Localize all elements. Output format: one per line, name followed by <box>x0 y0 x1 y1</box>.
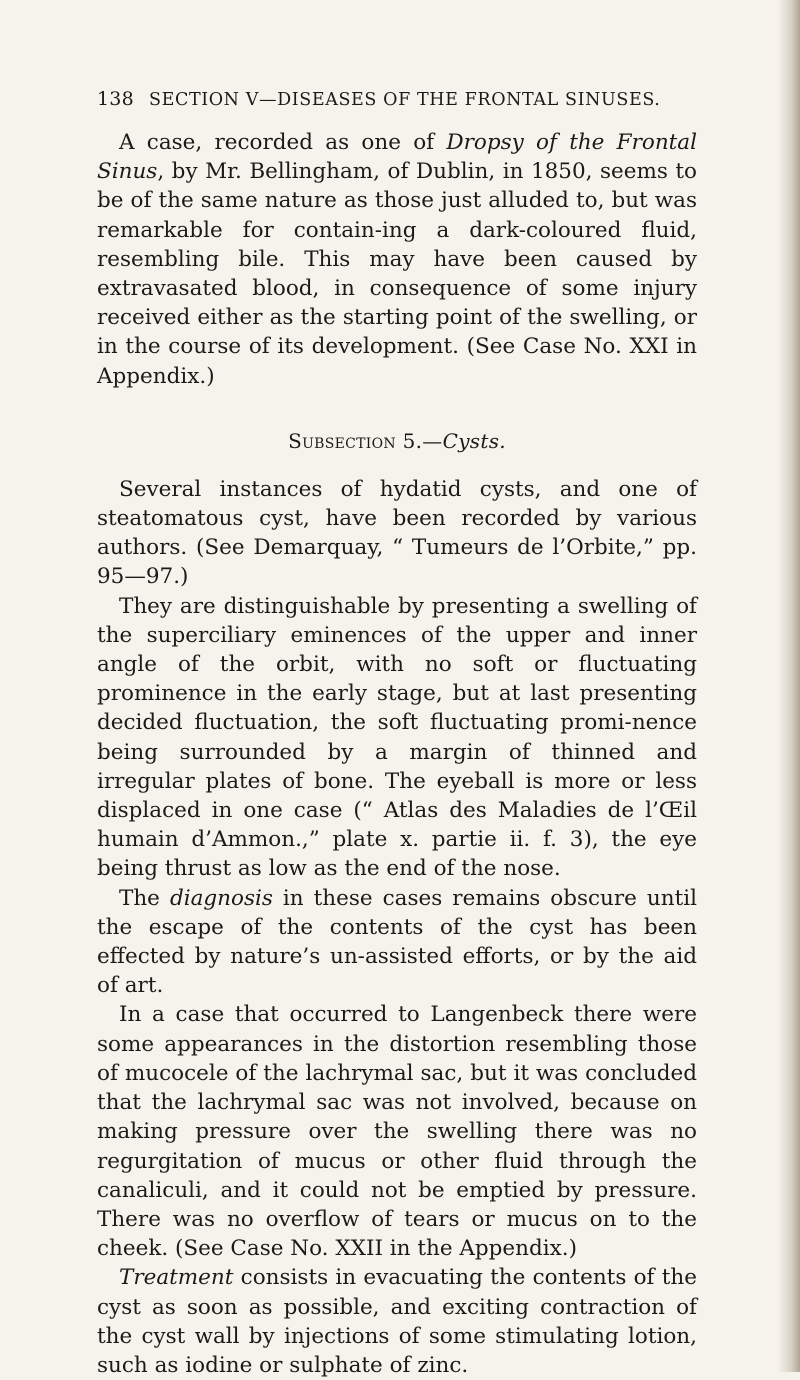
treatment-term: Treatment <box>119 1265 234 1291</box>
paragraph-dropsy <box>97 128 697 391</box>
page-number: 138 <box>97 88 134 110</box>
paragraph-langenbeck-case: In a case that occurred to Langenbeck there were some appearances in the distortion resembling those of mucocele of the lachrymal sac, but it was concluded that the lachrymal sac was not involved, because on making pressure over the swelling there was no regurgitation of mucus or other fluid through the canaliculi, and it could not be emptied by pressure. There was no overflow of tears or mucus on to the cheek. (See Case No. XXII in the Appendix.) <box>97 1002 697 1262</box>
paragraph-diagnosis-text-1: The <box>119 885 170 911</box>
running-head-title: SECTION V—DISEASES OF THE FRONTAL SINUSES. <box>149 90 661 110</box>
page-edge-shadow <box>778 0 800 1372</box>
diagnosis-term: diagnosis <box>169 885 273 911</box>
running-head <box>97 88 697 110</box>
paragraph-dropsy-text-1: A case, recorded as one of <box>119 130 447 155</box>
dropsy-title: Dropsy of the Frontal Sinus <box>97 130 697 185</box>
subsection-title: Cysts. <box>442 428 506 453</box>
paragraph-treatment-text: consists in evacuating the contents of the cyst as soon as possible, and exciting contraction of the cyst wall by injections of some stimulating lotion, such as iodine or sulphate of zinc. <box>97 1265 697 1378</box>
book-page <box>97 88 697 1380</box>
paragraph-distinguishing-signs: They are distinguishable by presenting a swelling of the superciliary eminences of the upper and inner angle of the orbit, with no soft or fluctuating prominence in the early stage, but at last presenting decided fluctuation, the soft fluctuating promi-nence being surrounded by a margin of thinned and irregular plates of bone. The eyeball is more or less displaced in one case (“ Atlas des Maladies de l’Œil humain d’Ammon.,” plate x. partie ii. f. 3), the eye being thrust as low as the end of the nose. <box>97 593 697 882</box>
paragraph-treatment <box>97 1263 697 1380</box>
paragraph-diagnosis <box>97 884 697 1001</box>
subsection-heading <box>97 429 697 453</box>
paragraph-diagnosis-text-2: in these cases remains obscure until the escape of the contents of the cyst has been effected by nature’s un-assisted efforts, or by the aid of art. <box>97 885 698 999</box>
subsection-label: Subsection 5.— <box>288 428 443 453</box>
paragraph-dropsy-text-2: , by Mr. Bellingham, of Dublin, in 1850, seems to be of the same nature as those just alluded to, but was remarkable for contain-ing a dark-coloured fluid, resembling bile. This may have been caused by extravasated blood, in consequence of some injury received either as the starting point of the swelling, or in the course of its development. (See Case No. XXI in Appendix.) <box>97 159 697 389</box>
paragraph-cyst-instances: Several instances of hydatid cysts, and one of steatomatous cyst, have been recorded by various authors. (See Demarquay, “ Tumeurs de l’Orbite,” pp. 95—97.) <box>97 476 697 590</box>
